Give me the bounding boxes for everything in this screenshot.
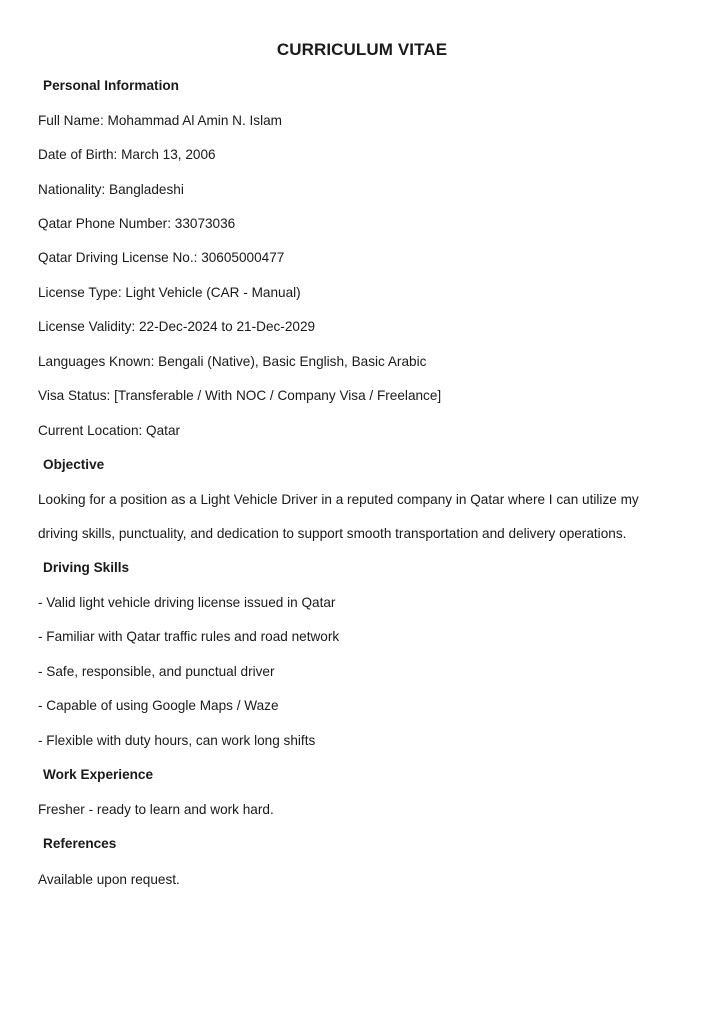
phone-number: Qatar Phone Number: 33073036 xyxy=(38,216,236,231)
section-heading-objective: Objective xyxy=(43,457,105,472)
license-type: License Type: Light Vehicle (CAR - Manual) xyxy=(38,285,301,300)
section-heading-skills: Driving Skills xyxy=(43,560,130,575)
nationality: Nationality: Bangladeshi xyxy=(38,182,184,197)
skill-item: - Capable of using Google Maps / Waze xyxy=(38,698,279,713)
experience-text: Fresher - ready to learn and work hard. xyxy=(38,802,274,817)
objective-line-1: Looking for a position as a Light Vehicle Driver in a reputed company in Qatar where I can utilize my xyxy=(38,492,639,507)
languages-known: Languages Known: Bengali (Native), Basic English, Basic Arabic xyxy=(38,354,427,369)
section-heading-personal: Personal Information xyxy=(43,78,179,93)
skill-item: - Familiar with Qatar traffic rules and road network xyxy=(38,629,340,644)
page-title: CURRICULUM VITAE xyxy=(276,40,448,59)
current-location: Current Location: Qatar xyxy=(38,423,181,438)
skill-item: - Valid light vehicle driving license issued in Qatar xyxy=(38,595,336,610)
full-name: Full Name: Mohammad Al Amin N. Islam xyxy=(38,113,283,128)
section-heading-references: References xyxy=(43,836,117,851)
visa-status: Visa Status: [Transferable / With NOC / Company Visa / Freelance] xyxy=(38,388,442,403)
references-text: Available upon request. xyxy=(38,872,180,887)
license-validity: License Validity: 22-Dec-2024 to 21-Dec-2029 xyxy=(38,319,316,334)
date-of-birth: Date of Birth: March 13, 2006 xyxy=(38,147,216,162)
license-number: Qatar Driving License No.: 30605000477 xyxy=(38,250,285,265)
objective-line-2: driving skills, punctuality, and dedication to support smooth transportation and delivery operations. xyxy=(38,526,627,541)
skill-item: - Safe, responsible, and punctual driver xyxy=(38,664,275,679)
skill-item: - Flexible with duty hours, can work long shifts xyxy=(38,733,316,748)
section-heading-experience: Work Experience xyxy=(43,767,154,782)
